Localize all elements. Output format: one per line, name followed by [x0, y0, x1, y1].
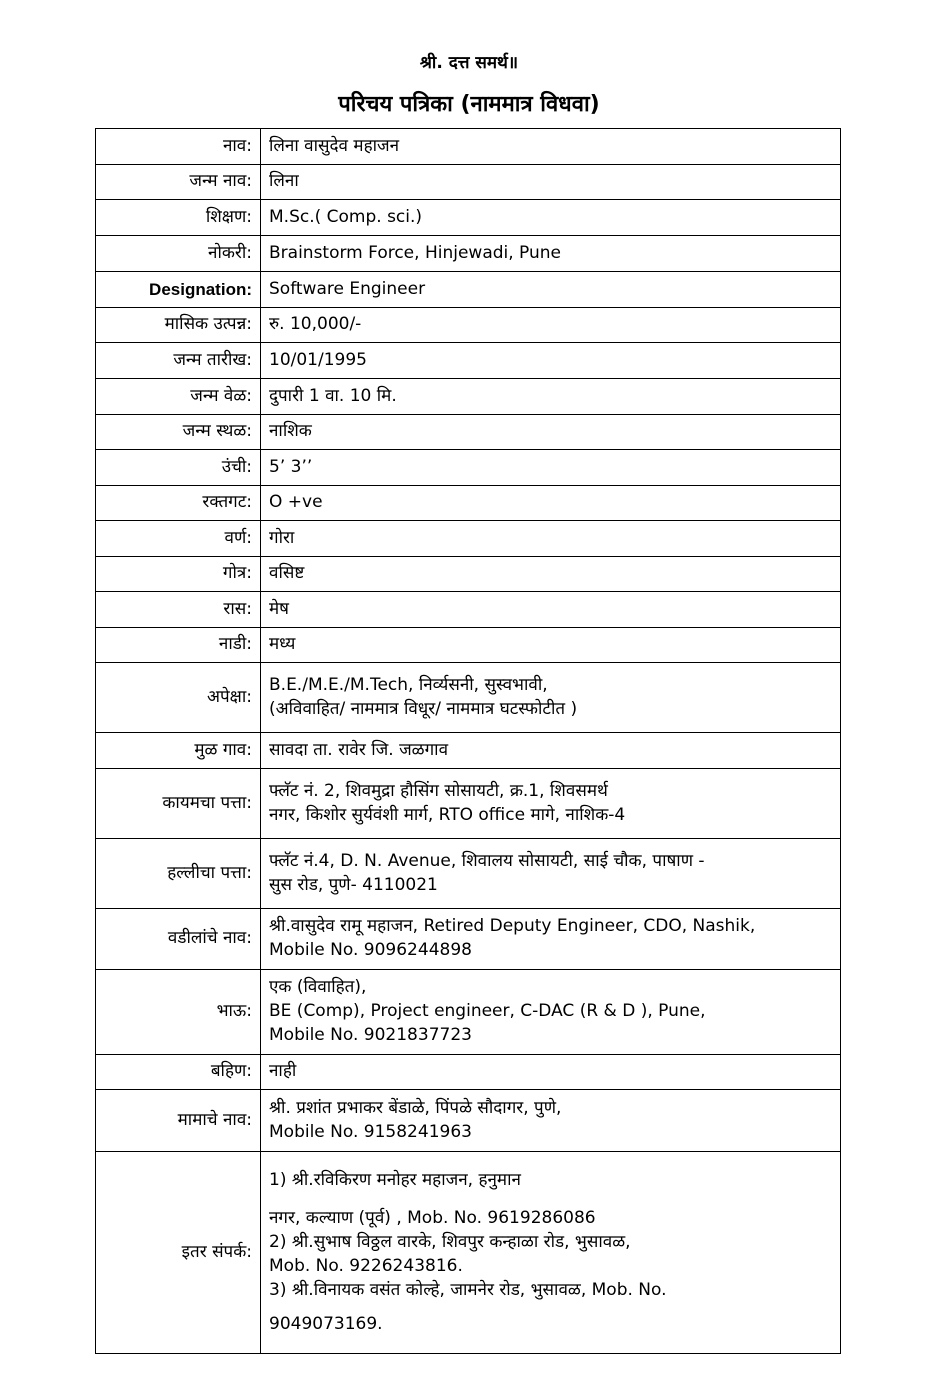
field-value-line: फ्लॅट नं.4, D. N. Avenue, शिवालय सोसायटी, साई चौक, पाषाण - [269, 850, 705, 871]
field-label: नोकरी: [96, 236, 261, 272]
field-value-line: Mobile No. 9021837723 [269, 1024, 472, 1045]
table-row [96, 272, 841, 308]
field-value-line: मेष [269, 598, 289, 619]
field-value [261, 272, 841, 308]
field-value-line: श्री. प्रशांत प्रभाकर बेंडाळे, पिंपळे सौदागर, पुणे, [269, 1097, 562, 1118]
table-row [96, 663, 841, 733]
header-invocation: श्री. दत्त समर्थ॥ [419, 53, 519, 73]
field-label: Designation: [96, 272, 261, 308]
field-value-line: मध्य [269, 634, 296, 655]
field-value-line: लिना [269, 171, 299, 192]
field-label: हल्लीचा पत्ता: [96, 839, 261, 909]
table-row [96, 200, 841, 236]
field-value-line: Mobile No. 9158241963 [269, 1121, 472, 1142]
field-label: उंची: [96, 450, 261, 486]
table-row [96, 628, 841, 663]
field-value [261, 769, 841, 839]
field-value-line: रु. 10,000/- [269, 314, 362, 335]
field-value [261, 165, 841, 200]
table-row [96, 165, 841, 200]
table-row [96, 733, 841, 769]
field-value-line: O +ve [269, 492, 323, 513]
field-value [261, 592, 841, 628]
field-value-line: BE (Comp), Project engineer, C-DAC (R & D ), Pune, [269, 1001, 706, 1022]
field-label: नाडी: [96, 628, 261, 663]
field-value-line: 5’ 3’’ [269, 456, 313, 477]
field-label: जन्म स्थळ: [96, 415, 261, 450]
field-label: शिक्षण: [96, 200, 261, 236]
field-value [261, 308, 841, 343]
table-row [96, 909, 841, 970]
field-value-line: Mobile No. 9096244898 [269, 940, 472, 960]
table-row [96, 839, 841, 909]
field-value-line: Brainstorm Force, Hinjewadi, Pune [269, 242, 562, 263]
biodata-table [95, 128, 841, 1354]
field-value-line: 1) श्री.रविकिरण मनोहर महाजन, हनुमान [269, 1169, 521, 1190]
field-label: जन्म तारीख: [96, 343, 261, 379]
field-value-line: नाही [269, 1061, 297, 1082]
field-value-line: 2) श्री.सुभाष विठ्ठल वारके, शिवपुर कन्हाळा रोड, भुसावळ, [269, 1232, 631, 1253]
table-row [96, 415, 841, 450]
field-value [261, 486, 841, 521]
field-value-line: नाशिक [269, 421, 312, 442]
table-row [96, 486, 841, 521]
field-value-line: B.E./M.E./M.Tech, निर्व्यसनी, सुस्वभावी, [269, 674, 548, 695]
field-value [261, 909, 841, 970]
field-value-line: एक (विवाहित), [269, 977, 367, 998]
field-value [261, 1152, 841, 1354]
field-label: रक्तगट: [96, 486, 261, 521]
table-row [96, 1152, 841, 1354]
field-label: वर्ण: [96, 521, 261, 557]
field-value-line: सुस रोड, पुणे- 4110021 [269, 874, 438, 895]
field-label: अपेक्षा: [96, 663, 261, 733]
table-row [96, 521, 841, 557]
field-value [261, 129, 841, 165]
table-row [96, 557, 841, 592]
table-row [96, 450, 841, 486]
field-label: कायमचा पत्ता: [96, 769, 261, 839]
field-value [261, 628, 841, 663]
field-value-line: नगर, किशोर सुर्यवंशी मार्ग, RTO office मागे, नाशिक-4 [269, 804, 626, 825]
field-value-line: लिना वासुदेव महाजन [269, 135, 400, 156]
field-value [261, 839, 841, 909]
table-row [96, 769, 841, 839]
field-label: मासिक उत्पन्न: [96, 308, 261, 343]
field-value [261, 521, 841, 557]
field-label: नाव: [96, 129, 261, 165]
table-row [96, 379, 841, 415]
table-row [96, 592, 841, 628]
field-value-line: M.Sc.( Comp. sci.) [269, 206, 423, 227]
field-value [261, 200, 841, 236]
field-label: बहिण: [96, 1055, 261, 1090]
field-value [261, 450, 841, 486]
field-label: मामाचे नाव: [96, 1090, 261, 1152]
table-row [96, 1090, 841, 1152]
field-value [261, 379, 841, 415]
field-value [261, 236, 841, 272]
table-row [96, 343, 841, 379]
field-label: वडीलांचे नाव: [96, 909, 261, 970]
field-label: भाऊ: [96, 970, 261, 1055]
field-label: जन्म वेळ: [96, 379, 261, 415]
table-row [96, 236, 841, 272]
field-value-line: श्री.वासुदेव रामू महाजन, Retired Deputy Engineer, CDO, Nashik, [269, 916, 756, 937]
table-row [96, 129, 841, 165]
table-row [96, 308, 841, 343]
field-value-line: गोरा [269, 527, 295, 548]
field-value [261, 1090, 841, 1152]
field-value [261, 1055, 841, 1090]
field-value [261, 557, 841, 592]
table-row [96, 970, 841, 1055]
field-value-line: नगर, कल्याण (पूर्व) , Mob. No. 9619286086 [269, 1208, 596, 1229]
field-value-line: फ्लॅट नं. 2, शिवमुद्रा हौसिंग सोसायटी, क्र.1, शिवसमर्थ [269, 780, 608, 801]
field-value-line: Mob. No. 9226243816. [269, 1256, 463, 1276]
document-title: परिचय पत्रिका (नाममात्र विधवा) [338, 92, 600, 117]
field-label: रास: [96, 592, 261, 628]
field-value-line: सावदा ता. रावेर जि. जळगाव [269, 739, 449, 760]
field-label: जन्म नाव: [96, 165, 261, 200]
field-value [261, 970, 841, 1055]
table-row [96, 1055, 841, 1090]
field-value [261, 733, 841, 769]
field-value [261, 343, 841, 379]
field-label: इतर संपर्क: [96, 1152, 261, 1354]
field-value-line: दुपारी 1 वा. 10 मि. [269, 385, 397, 406]
field-value [261, 415, 841, 450]
field-value-line: 9049073169. [269, 1313, 383, 1334]
field-value-line: 10/01/1995 [269, 349, 367, 370]
field-value [261, 663, 841, 733]
field-value-line: वसिष्ट [269, 563, 305, 584]
field-label: मुळ गाव: [96, 733, 261, 769]
field-value-line: (अविवाहित/ नाममात्र विधूर/ नाममात्र घटस्फोटीत ) [269, 698, 578, 719]
field-label: गोत्र: [96, 557, 261, 592]
field-value-line: 3) श्री.विनायक वसंत कोल्हे, जामनेर रोड, भुसावळ, Mob. No. [269, 1279, 667, 1300]
field-value-line: Software Engineer [269, 278, 426, 299]
